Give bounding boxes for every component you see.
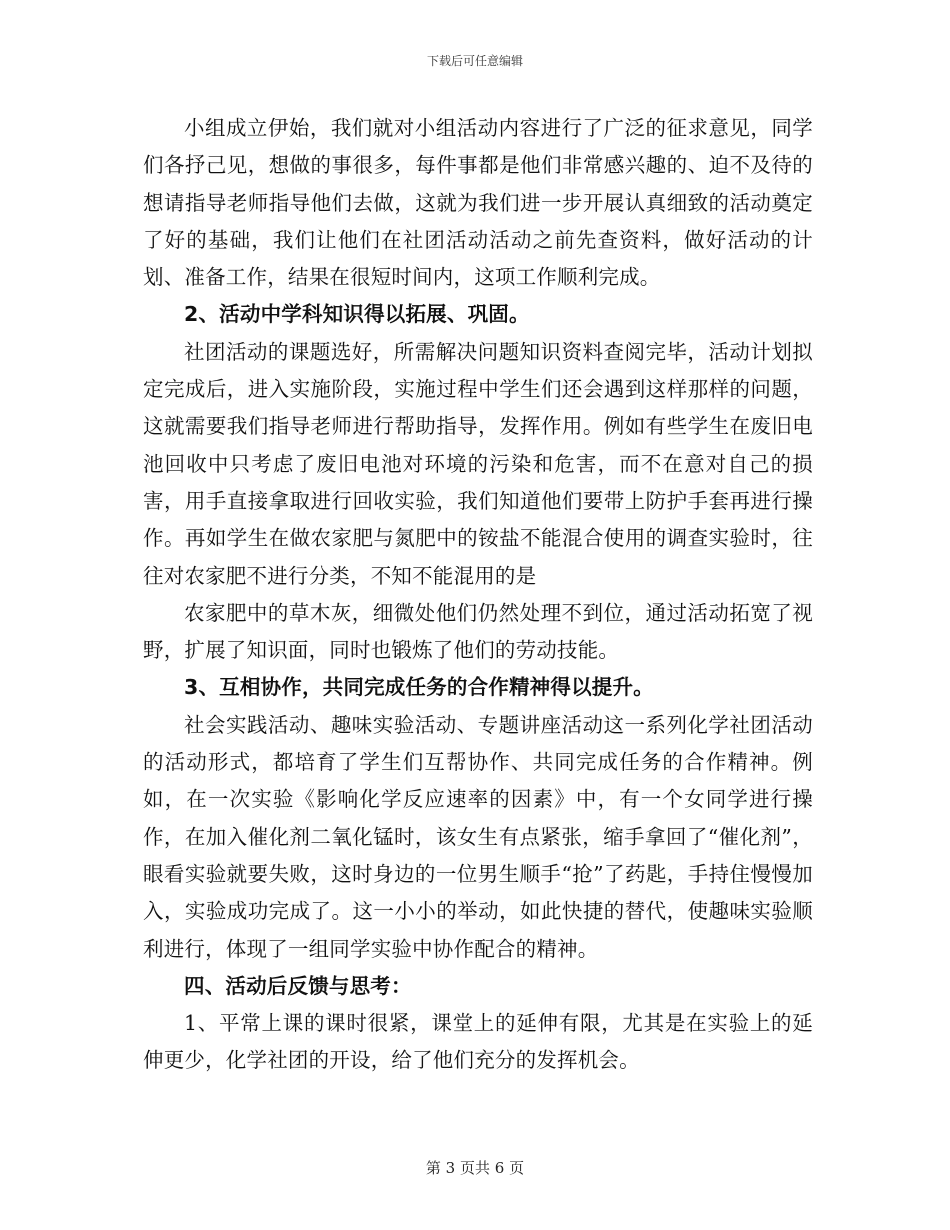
page-footer: 第 3 页共 6 页 — [425, 1159, 525, 1177]
heading-cooperation: 3、互相协作，共同完成任务的合作精神得以提升。 — [184, 675, 654, 700]
paragraph-plant-ash: 农家肥中的草木灰，细微处他们仍然处理不到位，通过活动拓宽了视野，扩展了知识面，同时也锻炼了他们的劳动技能。 — [143, 600, 813, 663]
page-header: 下载后可任意编辑 — [426, 54, 523, 68]
heading-feedback: 四、活动后反馈与思考： — [184, 973, 412, 998]
paragraph-class-time: 1、平常上课的课时很紧，课堂上的延伸有限，尤其是在实验上的延伸更少，化学社团的开设，给了他们充分的发挥机会。 — [143, 1011, 813, 1073]
document-body — [143, 110, 813, 1080]
heading-knowledge-expansion: 2、活动中学科知识得以拓展、巩固。 — [184, 302, 530, 327]
paragraph-experiment-example: 社会实践活动、趣味实验活动、专题讲座活动这一系列化学社团活动的活动形式，都培育了学生们互帮协作、共同完成任务的合作精神。例如，在一次实验《影响化学反应速率的因素》中，有一个女同学进行操作，在加入催化剂二氧化锰时，该女生有点紧张，缩手拿回了“催化剂”，眼看实验就要失败，这时身边的一位男生顺手“抢”了药匙，手持住慢慢加入，实验成功完成了。这一小小的举动，如此快捷的替代，使趣味实验顺利进行，体现了一组同学实验中协作配合的精神。 — [143, 712, 813, 961]
paragraph-implementation: 社团活动的课题选好，所需解决问题知识资料查阅完毕，活动计划拟定完成后，进入实施阶段，实施过程中学生们还会遇到这样那样的问题，这就需要我们指导老师进行帮助指导，发挥作用。例如有些学生在废旧电池回收中只考虑了废旧电池对环境的污染和危害，而不在意对自己的损害，用手直接拿取进行回收实验，我们知道他们要带上防护手套再进行操作。再如学生在做农家肥与氮肥中的铵盐不能混合使用的调查实验时，往往对农家肥不进行分类，不知不能混用的是 — [143, 339, 813, 588]
paragraph-group-formation: 小组成立伊始，我们就对小组活动内容进行了广泛的征求意见，同学们各抒己见，想做的事很多，每件事都是他们非常感兴趣的、迫不及待的想请指导老师指导他们去做，这就为我们进一步开展认真细致的活动奠定了好的基础，我们让他们在社团活动活动之前先查资料，做好活动的计划、准备工作，结果在很短时间内，这项工作顺利完成。 — [143, 116, 813, 290]
